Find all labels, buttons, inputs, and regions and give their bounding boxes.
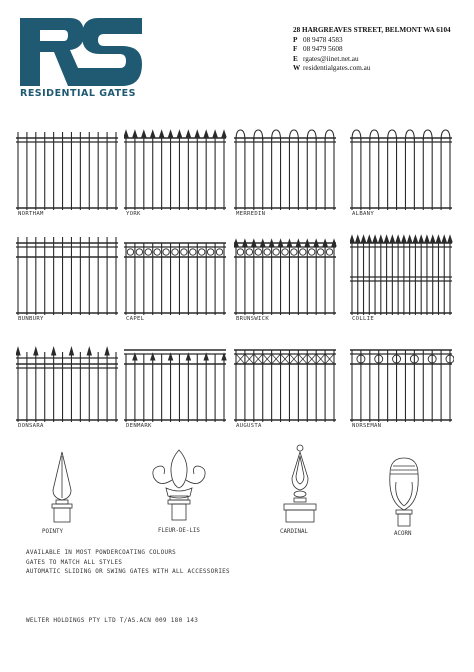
fence-name: MERREDIN (236, 211, 266, 217)
fence-name: CAPEL (126, 316, 145, 322)
contact-email (293, 55, 451, 65)
fence-bunbury-drawing (16, 233, 120, 315)
fleur-de-lis-icon (146, 448, 212, 530)
spear-tip (204, 131, 208, 137)
spear-tip (87, 348, 91, 355)
spear-tip (442, 236, 446, 242)
spear-tip (213, 131, 217, 137)
finial-name: ACORN (394, 531, 412, 537)
spear-tip (425, 236, 429, 242)
ring (216, 249, 222, 255)
fence-york (124, 128, 228, 220)
spear-tip (408, 236, 412, 242)
spear-tip (431, 236, 435, 242)
address: 28 HARGREAVES STREET, BELMONT WA 6104 (293, 26, 451, 34)
finial-fleur-de-lis (146, 448, 212, 546)
fence-york-drawing (124, 128, 228, 210)
spear-tip (186, 131, 190, 137)
rg-logo-icon (18, 14, 144, 92)
spear-tip (385, 236, 389, 242)
spear-tip (356, 236, 360, 242)
spear-tip (124, 131, 128, 137)
ring (127, 249, 133, 255)
finial-name: FLEUR-DE-LIS (158, 528, 200, 534)
contact-label: W (293, 64, 301, 73)
fence-name: BRUNSWICK (236, 316, 270, 322)
spear-tip (52, 348, 56, 355)
contact-phone (293, 36, 451, 46)
ring (207, 249, 213, 255)
fence-northam-drawing (16, 128, 120, 210)
spear-tip (151, 354, 155, 360)
fence-merredin-drawing (234, 128, 338, 210)
contact-label: E (293, 54, 298, 63)
spear-tip (402, 236, 406, 242)
spear-tip (396, 236, 400, 242)
spear-tip (362, 236, 366, 242)
fence-name: YORK (126, 211, 141, 217)
fence-name: NORSEMAN (352, 423, 382, 429)
ring (317, 249, 323, 255)
note-line: GATES TO MATCH ALL STYLES (26, 559, 123, 566)
ring (264, 249, 270, 255)
fence-donsara (16, 340, 120, 432)
fence-capel (124, 233, 228, 325)
fence-name: COLLIE (352, 316, 375, 322)
acorn-finial-icon (382, 452, 426, 532)
fence-augusta (234, 340, 338, 432)
spear-tip (373, 236, 377, 242)
spear-tip (151, 131, 155, 137)
fence-bunbury (16, 233, 120, 325)
spear-tip (160, 131, 164, 137)
fence-collie-drawing (350, 233, 454, 315)
fence-name: DENMARK (126, 423, 152, 429)
spear-tip (413, 236, 417, 242)
contact-fax (293, 45, 451, 55)
spear-tip (16, 348, 20, 355)
contact-value[interactable]: rgates@iinet.net.au (303, 54, 359, 63)
spear-tip (436, 236, 440, 242)
fence-donsara-drawing (16, 340, 120, 422)
finial-pointy (40, 450, 84, 546)
finial-name: POINTY (42, 529, 63, 535)
ring (255, 249, 261, 255)
fence-norseman (350, 340, 454, 432)
ring (145, 249, 151, 255)
ring (181, 249, 187, 255)
contact-web (293, 64, 451, 74)
spear-tip (105, 348, 109, 355)
spear-tip (195, 131, 199, 137)
contact-value: 08 9478 4583 (303, 35, 343, 44)
spear-tip (186, 354, 190, 360)
ring (172, 249, 178, 255)
spear-tip (222, 131, 226, 137)
fence-denmark (124, 340, 228, 432)
note-line: AVAILABLE IN MOST POWDERCOATING COLOURS (26, 550, 177, 556)
spear-tip (69, 348, 73, 355)
contact-value[interactable]: residentialgates.com.au (303, 64, 371, 73)
fence-capel-drawing (124, 233, 228, 315)
fence-brunswick-drawing (234, 233, 338, 315)
brand-name: RESIDENTIAL GATES (20, 88, 136, 99)
spear-tip (367, 236, 371, 242)
ring (246, 249, 252, 255)
spear-tip (177, 131, 181, 137)
fence-name: NORTHAM (18, 211, 44, 217)
spear-tip (350, 236, 354, 242)
fence-denmark-drawing (124, 340, 228, 422)
spear-tip (169, 354, 173, 360)
ring (291, 249, 297, 255)
spear-tip (448, 236, 452, 242)
spear-tip (204, 354, 208, 360)
fence-albany (350, 128, 454, 220)
fence-brunswick (234, 233, 338, 325)
ring (199, 249, 205, 255)
spear-tip (169, 131, 173, 137)
spear-tip (133, 131, 137, 137)
ring (190, 249, 196, 255)
fence-merredin (234, 128, 338, 220)
spear-tip (419, 236, 423, 242)
fence-norseman-drawing (350, 340, 454, 422)
fence-collie (350, 233, 454, 325)
fence-augusta-drawing (234, 340, 338, 422)
ring (154, 249, 160, 255)
spear-tip (390, 236, 394, 242)
spear-tip (142, 131, 146, 137)
ring (282, 249, 288, 255)
contact-label: P (293, 35, 298, 44)
fence-name: BUNBURY (18, 316, 44, 322)
pointy-finial-icon (40, 450, 84, 530)
fence-albany-drawing (350, 128, 454, 210)
spear-tip (133, 354, 137, 360)
cardinal-finial-icon (278, 444, 322, 530)
spear-tip (34, 348, 38, 355)
note-line: AUTOMATIC SLIDING OR SWING GATES WITH ALL ACCESSORIES (26, 569, 230, 576)
contact-label: F (293, 45, 298, 54)
fence-name: AUGUSTA (236, 423, 262, 429)
contact-value: 08 9479 5608 (303, 45, 343, 54)
ring (326, 249, 332, 255)
fence-northam (16, 128, 120, 220)
ring (163, 249, 169, 255)
fence-name: ALBANY (352, 211, 375, 217)
finial-name: CARDINAL (280, 529, 308, 535)
ring (237, 249, 243, 255)
finial-acorn (382, 452, 426, 546)
footer-company: WELTER HOLDINGS PTY LTD T/AS.ACN 009 180 143 (26, 617, 199, 624)
spear-tip (379, 236, 383, 242)
ring (300, 249, 306, 255)
ring (309, 249, 315, 255)
fence-name: DONSARA (18, 423, 44, 429)
ring (273, 249, 279, 255)
notes-block (26, 549, 230, 578)
spear-tip (222, 354, 226, 360)
ring (136, 249, 142, 255)
contact-block (293, 26, 451, 74)
finial-cardinal (278, 444, 322, 544)
